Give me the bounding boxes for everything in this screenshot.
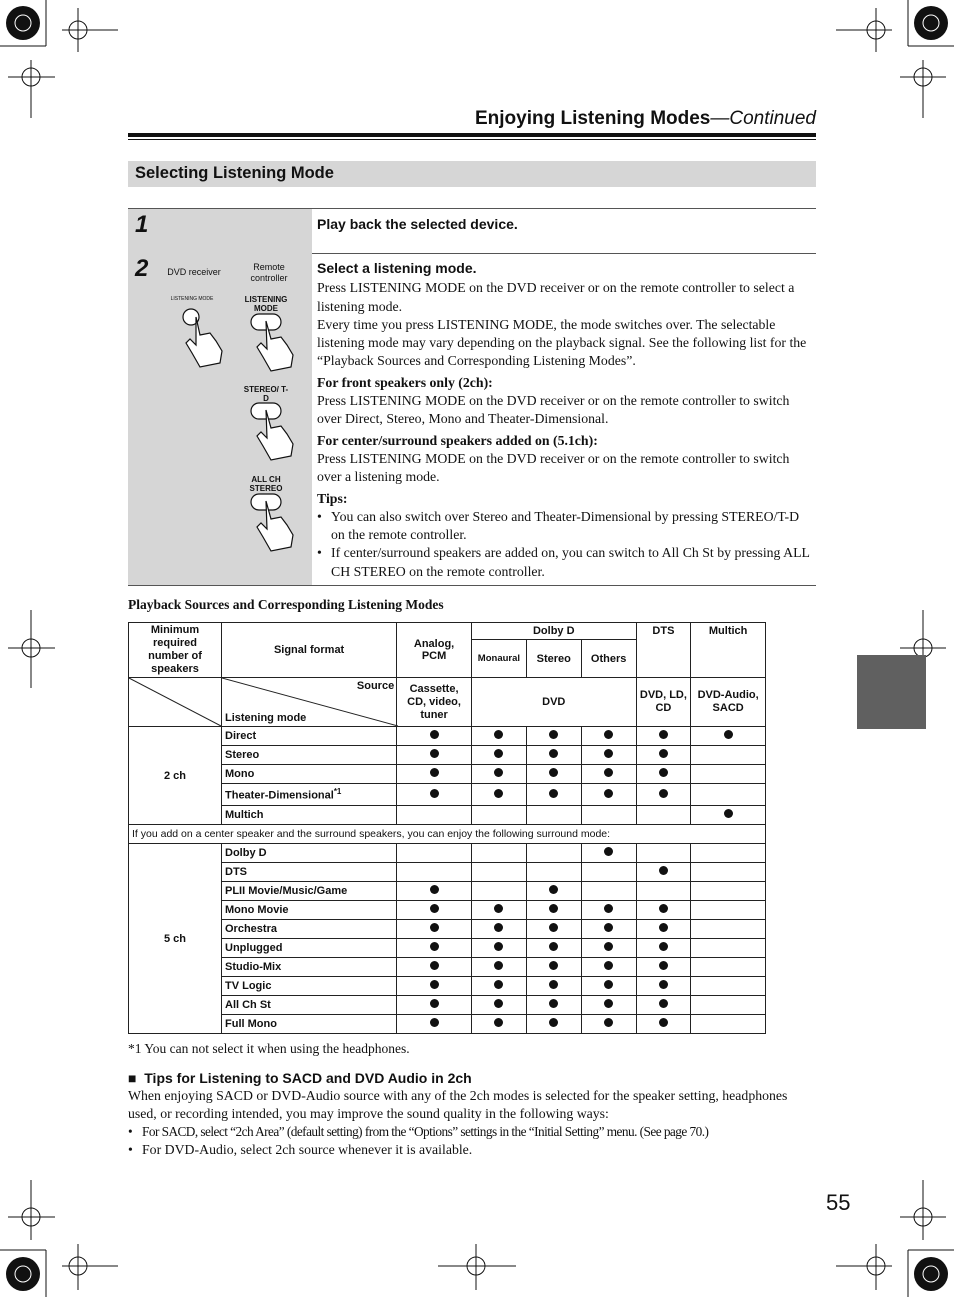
supported-dot-icon bbox=[604, 961, 613, 970]
header-title: Enjoying Listening Modes bbox=[474, 108, 711, 129]
mark-cell bbox=[471, 784, 526, 806]
mode-name bbox=[222, 996, 397, 1015]
listening-modes-table bbox=[128, 622, 766, 1034]
supported-dot-icon bbox=[494, 1018, 503, 1027]
mark-cell bbox=[526, 1015, 581, 1034]
source-dts: DVD, LD, CD bbox=[636, 678, 691, 727]
mark-cell bbox=[471, 765, 526, 784]
mark-cell bbox=[397, 901, 472, 920]
mark-cell bbox=[471, 920, 526, 939]
supported-dot-icon bbox=[549, 1018, 558, 1027]
mark-cell bbox=[526, 863, 581, 882]
mark-cell bbox=[397, 1015, 472, 1034]
mode-name-text: Stereo bbox=[225, 749, 260, 761]
header-signal-format: Signal format bbox=[222, 623, 397, 678]
step-1 bbox=[128, 208, 816, 254]
supported-dot-icon bbox=[604, 768, 613, 777]
supported-dot-icon bbox=[430, 904, 439, 913]
remote-controller-label: Remote controller bbox=[250, 262, 288, 283]
mark-cell bbox=[581, 996, 636, 1015]
mark-cell bbox=[526, 765, 581, 784]
mark-cell bbox=[397, 806, 472, 825]
supported-dot-icon bbox=[430, 999, 439, 1008]
mode-name bbox=[222, 977, 397, 996]
supported-dot-icon bbox=[549, 999, 558, 1008]
mark-cell bbox=[581, 920, 636, 939]
mark-cell bbox=[526, 920, 581, 939]
step-2-p1: Press LISTENING MODE on the DVD receiver or on the remote controller to select a listening mode. bbox=[317, 280, 795, 314]
mode-name bbox=[222, 958, 397, 977]
supported-dot-icon bbox=[494, 999, 503, 1008]
mode-name-text: Full Mono bbox=[225, 1018, 277, 1030]
header-min-speakers: Minimum required number of speakers bbox=[129, 623, 222, 678]
table-row bbox=[129, 1015, 766, 1034]
mark-cell bbox=[526, 806, 581, 825]
table-row bbox=[129, 765, 766, 784]
table-row bbox=[129, 844, 766, 863]
source-analog: Cassette, CD, video, tuner bbox=[397, 678, 472, 727]
speaker-group: 5 ch bbox=[129, 844, 222, 1034]
mark-cell bbox=[581, 746, 636, 765]
mark-cell bbox=[397, 727, 472, 746]
header-dolby-d: Dolby D bbox=[471, 623, 636, 640]
supported-dot-icon bbox=[549, 730, 558, 739]
mode-name bbox=[222, 727, 397, 746]
supported-dot-icon bbox=[549, 980, 558, 989]
mode-name-text: TV Logic bbox=[225, 980, 272, 992]
mark-cell bbox=[397, 863, 472, 882]
mark-cell bbox=[581, 882, 636, 901]
mark-cell bbox=[397, 920, 472, 939]
remote-allch-stereo-label: ALL CH STEREO bbox=[249, 475, 283, 493]
supported-dot-icon bbox=[604, 980, 613, 989]
rows-5ch bbox=[129, 844, 766, 1034]
mode-name bbox=[222, 765, 397, 784]
mark-cell bbox=[581, 977, 636, 996]
tips-bullet-1: • For SACD, select “2ch Area” (default setting) from the “Options” settings in the “Initial Setting” menu. (See page 70.) bbox=[128, 1123, 816, 1141]
step-1-number: 1 bbox=[135, 211, 149, 238]
header-rule bbox=[128, 133, 816, 137]
supported-dot-icon bbox=[549, 961, 558, 970]
footnote: *1 You can not select it when using the headphones. bbox=[128, 1041, 410, 1056]
mark-cell bbox=[581, 727, 636, 746]
step-1-title: Play back the selected device. bbox=[317, 216, 518, 232]
supported-dot-icon bbox=[604, 923, 613, 932]
supported-dot-icon bbox=[659, 942, 668, 951]
mode-name bbox=[222, 882, 397, 901]
mark-cell bbox=[581, 765, 636, 784]
tips-section-paragraph: When enjoying SACD or DVD-Audio source with any of the 2ch modes is selected for the speaker setting, headphones used, or recording intended, you may improve the sound quality in the following ways: bbox=[128, 1088, 788, 1121]
mark-cell bbox=[397, 765, 472, 784]
mark-cell bbox=[581, 901, 636, 920]
mode-name-text: Unplugged bbox=[225, 942, 283, 954]
table-row bbox=[129, 939, 766, 958]
mark-cell bbox=[636, 806, 691, 825]
mark-cell bbox=[691, 844, 766, 863]
mode-name-text: Direct bbox=[225, 730, 257, 742]
step-2-number: 2 bbox=[135, 255, 149, 282]
mode-name bbox=[222, 784, 397, 806]
mark-cell bbox=[691, 784, 766, 806]
dvd-receiver-label: DVD receiver bbox=[167, 267, 221, 277]
mark-cell bbox=[471, 1015, 526, 1034]
mark-cell bbox=[581, 863, 636, 882]
table-row bbox=[129, 863, 766, 882]
mark-cell bbox=[526, 844, 581, 863]
mode-name-text: Mono Movie bbox=[225, 904, 289, 916]
mark-cell bbox=[397, 977, 472, 996]
supported-dot-icon bbox=[659, 904, 668, 913]
supported-dot-icon bbox=[724, 809, 733, 818]
table-row bbox=[129, 746, 766, 765]
supported-dot-icon bbox=[549, 923, 558, 932]
remote-listening-mode-label: LISTENING MODE bbox=[244, 295, 288, 313]
front-speakers-heading: For front speakers only (2ch): bbox=[317, 374, 493, 390]
supported-dot-icon bbox=[604, 749, 613, 758]
mode-name-text: Dolby D bbox=[225, 847, 267, 859]
supported-dot-icon bbox=[494, 904, 503, 913]
supported-dot-icon bbox=[604, 789, 613, 798]
mark-cell bbox=[471, 844, 526, 863]
table-title: Playback Sources and Corresponding Listening Modes bbox=[128, 597, 444, 612]
mark-cell bbox=[691, 863, 766, 882]
supported-dot-icon bbox=[430, 961, 439, 970]
step-2 bbox=[128, 253, 816, 586]
mark-cell bbox=[691, 996, 766, 1015]
mark-cell bbox=[691, 765, 766, 784]
table-row bbox=[129, 784, 766, 806]
mark-cell bbox=[636, 1015, 691, 1034]
mode-name bbox=[222, 901, 397, 920]
supported-dot-icon bbox=[604, 942, 613, 951]
mark-cell bbox=[636, 901, 691, 920]
mark-cell bbox=[636, 765, 691, 784]
supported-dot-icon bbox=[659, 961, 668, 970]
mark-cell bbox=[581, 844, 636, 863]
supported-dot-icon bbox=[549, 749, 558, 758]
mark-cell bbox=[471, 977, 526, 996]
supported-dot-icon bbox=[430, 923, 439, 932]
tip-1: • You can also switch over Stereo and Theater-Dimensional by pressing STEREO/T-D on the remote controller. bbox=[317, 508, 813, 545]
tips-section-title: ■ Tips for Listening to SACD and DVD Audio in 2ch bbox=[128, 1070, 472, 1086]
tips-section-title-text: Tips for Listening to SACD and DVD Audio in 2ch bbox=[144, 1070, 472, 1086]
supported-dot-icon bbox=[494, 980, 503, 989]
mark-cell bbox=[471, 806, 526, 825]
supported-dot-icon bbox=[659, 980, 668, 989]
mark-cell bbox=[397, 784, 472, 806]
mark-cell bbox=[397, 958, 472, 977]
mark-cell bbox=[471, 958, 526, 977]
speaker-group: 2 ch bbox=[129, 727, 222, 825]
diagonal-line bbox=[129, 678, 221, 726]
header-stereo: Stereo bbox=[526, 640, 581, 678]
supported-dot-icon bbox=[659, 1018, 668, 1027]
table-row bbox=[129, 806, 766, 825]
supported-dot-icon bbox=[430, 1018, 439, 1027]
mark-cell bbox=[636, 727, 691, 746]
supported-dot-icon bbox=[604, 730, 613, 739]
diagonal-cell bbox=[129, 678, 222, 727]
mark-cell bbox=[581, 806, 636, 825]
header-multich: Multich bbox=[691, 623, 766, 678]
supported-dot-icon bbox=[430, 768, 439, 777]
mark-cell bbox=[581, 958, 636, 977]
supported-dot-icon bbox=[659, 866, 668, 875]
supported-dot-icon bbox=[430, 749, 439, 758]
mode-name bbox=[222, 844, 397, 863]
supported-dot-icon bbox=[494, 961, 503, 970]
mode-name bbox=[222, 920, 397, 939]
step-1-gutter bbox=[128, 209, 312, 253]
supported-dot-icon bbox=[494, 923, 503, 932]
tips-section-body bbox=[128, 1087, 816, 1159]
table-row bbox=[129, 882, 766, 901]
tips-heading: Tips: bbox=[317, 490, 348, 506]
supported-dot-icon bbox=[549, 885, 558, 894]
mark-cell bbox=[526, 958, 581, 977]
mark-cell bbox=[397, 882, 472, 901]
mark-cell bbox=[636, 996, 691, 1015]
supported-dot-icon bbox=[430, 789, 439, 798]
mode-name bbox=[222, 939, 397, 958]
front-speakers-body: Press LISTENING MODE on the DVD receiver or on the remote controller to switch over Direct, Stereo, Mono and Theater-Dimensional. bbox=[317, 393, 790, 427]
supported-dot-icon bbox=[604, 847, 613, 856]
section-title-bar bbox=[128, 161, 816, 187]
mark-cell bbox=[636, 784, 691, 806]
mark-cell bbox=[636, 844, 691, 863]
header-dts: DTS bbox=[636, 623, 691, 678]
side-tab bbox=[857, 655, 926, 729]
mark-cell bbox=[526, 939, 581, 958]
supported-dot-icon bbox=[659, 749, 668, 758]
supported-dot-icon bbox=[659, 999, 668, 1008]
mark-cell bbox=[691, 746, 766, 765]
surround-note: If you add on a center speaker and the surround speakers, you can enjoy the following surround mode: bbox=[129, 825, 766, 844]
mark-cell bbox=[397, 746, 472, 765]
mark-cell bbox=[471, 996, 526, 1015]
footnote-ref: *1 bbox=[333, 787, 342, 797]
mark-cell bbox=[397, 844, 472, 863]
page-header bbox=[128, 108, 816, 130]
supported-dot-icon bbox=[494, 730, 503, 739]
supported-dot-icon bbox=[549, 768, 558, 777]
mode-name-text: Multich bbox=[225, 809, 264, 821]
page-number: 55 bbox=[826, 1190, 851, 1215]
mode-name-text: All Ch St bbox=[225, 999, 271, 1011]
mode-name bbox=[222, 863, 397, 882]
supported-dot-icon bbox=[430, 980, 439, 989]
table-row bbox=[129, 727, 766, 746]
source-label: Source bbox=[356, 680, 395, 692]
supported-dot-icon bbox=[494, 789, 503, 798]
source-dvd: DVD bbox=[471, 678, 636, 727]
tips-bullet-2: • For DVD-Audio, select 2ch source whenever it is available. bbox=[128, 1141, 816, 1159]
mark-cell bbox=[526, 727, 581, 746]
remote-stereo-td-label: STEREO/ T-D bbox=[243, 385, 289, 403]
supported-dot-icon bbox=[549, 904, 558, 913]
mark-cell bbox=[581, 939, 636, 958]
supported-dot-icon bbox=[430, 942, 439, 951]
mode-name-text: Mono bbox=[225, 768, 255, 780]
mark-cell bbox=[526, 784, 581, 806]
supported-dot-icon bbox=[659, 730, 668, 739]
mark-cell bbox=[691, 882, 766, 901]
section-title: Selecting Listening Mode bbox=[135, 164, 334, 182]
mark-cell bbox=[691, 958, 766, 977]
mark-cell bbox=[691, 901, 766, 920]
supported-dot-icon bbox=[604, 1018, 613, 1027]
supported-dot-icon bbox=[430, 730, 439, 739]
supported-dot-icon bbox=[494, 942, 503, 951]
mark-cell bbox=[636, 882, 691, 901]
mode-name bbox=[222, 746, 397, 765]
mark-cell bbox=[691, 727, 766, 746]
listening-mode-label: Listening mode bbox=[225, 712, 307, 724]
mode-name bbox=[222, 806, 397, 825]
source-listening-cell bbox=[222, 678, 397, 727]
table-row bbox=[129, 920, 766, 939]
mark-cell bbox=[636, 939, 691, 958]
mark-cell bbox=[471, 746, 526, 765]
source-multich: DVD-Audio, SACD bbox=[691, 678, 766, 727]
header-continued: —Continued bbox=[710, 108, 816, 129]
mode-name-text: Studio-Mix bbox=[225, 961, 282, 973]
supported-dot-icon bbox=[494, 768, 503, 777]
mark-cell bbox=[471, 882, 526, 901]
mark-cell bbox=[581, 1015, 636, 1034]
mark-cell bbox=[526, 901, 581, 920]
supported-dot-icon bbox=[604, 999, 613, 1008]
mark-cell bbox=[397, 939, 472, 958]
mark-cell bbox=[636, 958, 691, 977]
mode-name bbox=[222, 1015, 397, 1034]
supported-dot-icon bbox=[494, 749, 503, 758]
supported-dot-icon bbox=[659, 768, 668, 777]
mark-cell bbox=[691, 806, 766, 825]
button-illustrations bbox=[128, 253, 312, 585]
header-rule-thin bbox=[128, 139, 816, 140]
supported-dot-icon bbox=[549, 942, 558, 951]
mode-name-text: Theater-Dimensional bbox=[225, 789, 334, 802]
mark-cell bbox=[691, 1015, 766, 1034]
supported-dot-icon bbox=[549, 789, 558, 798]
supported-dot-icon bbox=[604, 904, 613, 913]
mark-cell bbox=[397, 996, 472, 1015]
mark-cell bbox=[471, 727, 526, 746]
table-row bbox=[129, 996, 766, 1015]
mark-cell bbox=[471, 939, 526, 958]
mark-cell bbox=[526, 996, 581, 1015]
mark-cell bbox=[526, 882, 581, 901]
mark-cell bbox=[471, 901, 526, 920]
mark-cell bbox=[691, 939, 766, 958]
supported-dot-icon bbox=[430, 885, 439, 894]
table-row bbox=[129, 958, 766, 977]
step-2-p2: Every time you press LISTENING MODE, the mode switches over. The selectable listening mode may vary depending on the playback signal. See the following list for the “Playback Sources and Corresponding Listening Modes”. bbox=[317, 316, 807, 369]
header-monaural: Monaural bbox=[471, 640, 526, 678]
table-row bbox=[129, 977, 766, 996]
step-2-title: Select a listening mode. bbox=[317, 260, 477, 276]
center-speakers-heading: For center/surround speakers added on (5.1ch): bbox=[317, 432, 598, 448]
supported-dot-icon bbox=[724, 730, 733, 739]
header-analog-pcm: Analog, PCM bbox=[397, 623, 472, 678]
supported-dot-icon bbox=[659, 923, 668, 932]
rows-2ch bbox=[129, 727, 766, 825]
mark-cell bbox=[691, 977, 766, 996]
mark-cell bbox=[471, 863, 526, 882]
receiver-listening-mode-label: LISTENING MODE bbox=[170, 296, 214, 302]
table-row bbox=[129, 901, 766, 920]
supported-dot-icon bbox=[659, 789, 668, 798]
step-2-gutter bbox=[128, 253, 312, 585]
mark-cell bbox=[581, 784, 636, 806]
mark-cell bbox=[636, 920, 691, 939]
mark-cell bbox=[636, 863, 691, 882]
center-speakers-body: Press LISTENING MODE on the DVD receiver or on the remote controller to switch over a listening mode. bbox=[317, 450, 790, 485]
mark-cell bbox=[636, 746, 691, 765]
mode-name-text: PLII Movie/Music/Game bbox=[225, 885, 348, 897]
mark-cell bbox=[636, 977, 691, 996]
tip-2: • If center/surround speakers are added on, you can switch to All Ch St by pressing ALL CH STEREO on the remote controller. bbox=[317, 544, 813, 581]
mark-cell bbox=[526, 746, 581, 765]
mode-name-text: Orchestra bbox=[225, 923, 277, 935]
mode-name-text: DTS bbox=[225, 866, 247, 878]
mark-cell bbox=[691, 920, 766, 939]
mark-cell bbox=[526, 977, 581, 996]
header-others: Others bbox=[581, 640, 636, 678]
